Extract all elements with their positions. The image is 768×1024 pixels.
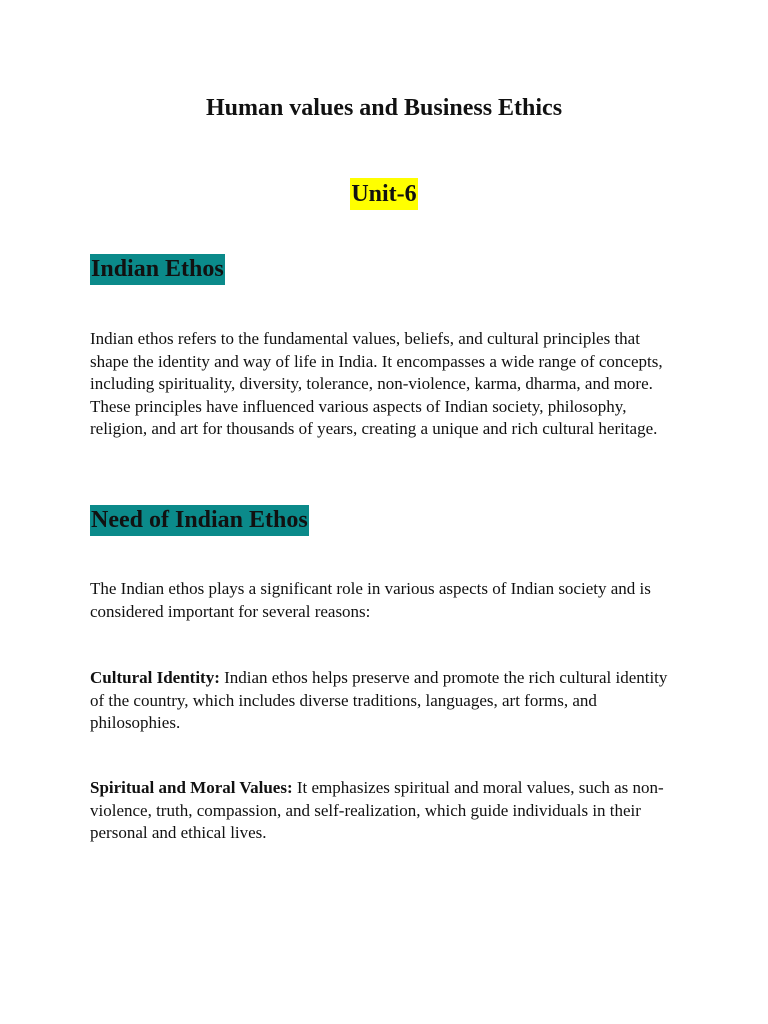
point-term: Spiritual and Moral Values: xyxy=(90,778,293,797)
point-term: Cultural Identity: xyxy=(90,668,220,687)
indian-ethos-paragraph: Indian ethos refers to the fundamental values, beliefs, and cultural principles that shape the identity and way of life in India. It encompasses a wide range of concepts, including spirituality, diversity, tolerance, non-violence, karma, dharma, and more. These principles have influenced various aspects of Indian society, philosophy, religion, and art for thousands of years, creating a unique and rich cultural heritage. xyxy=(90,329,663,438)
need-intro-paragraph: The Indian ethos plays a significant role in various aspects of Indian society and is considered important for several reasons: xyxy=(90,579,651,621)
point-spiritual-moral-values xyxy=(90,777,682,845)
section-heading-indian-ethos: Indian Ethos xyxy=(90,254,225,285)
point-text: Indian ethos helps preserve and promote the rich cultural identity of the country, which includes diverse traditions, languages, art forms, and philosophies. xyxy=(90,668,668,732)
unit-label: Unit-6 xyxy=(350,178,417,210)
document-title: Human values and Business Ethics xyxy=(205,95,563,121)
unit-heading-wrapper xyxy=(0,178,768,210)
point-cultural-identity xyxy=(90,667,682,735)
point-text: It emphasizes spiritual and moral values, such as non-violence, truth, compassion, and self-realization, which guide individuals in their personal and ethical lives. xyxy=(90,778,664,842)
section-heading-need-of-indian-ethos: Need of Indian Ethos xyxy=(90,505,309,536)
